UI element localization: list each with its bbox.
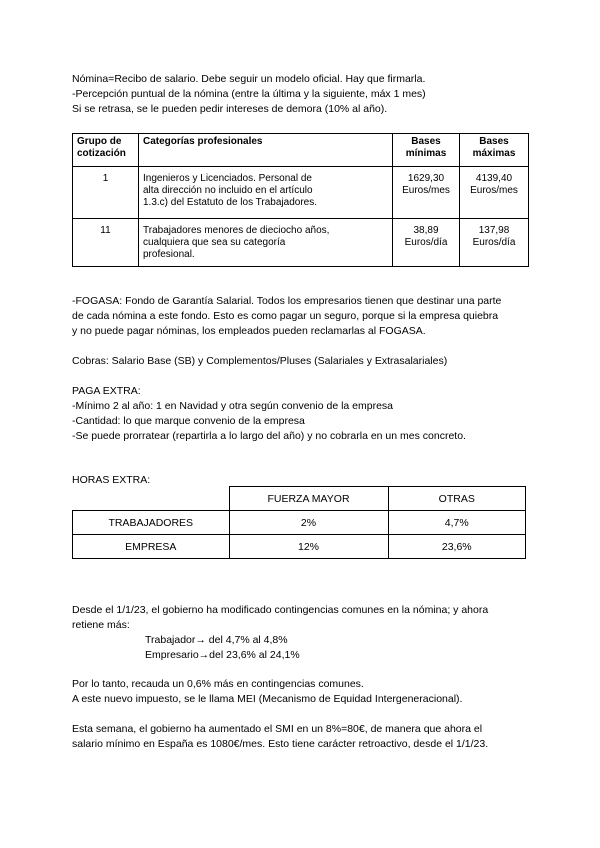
paga-extra-line: -Cantidad: lo que marque convenio de la empresa <box>72 415 305 427</box>
contingencias-item: Trabajador→ del 4,7% al 4,8% <box>145 634 288 646</box>
intro-line: Si se retrasa, se le pueden pedir intereses de demora (10% al año). <box>72 103 388 115</box>
otras-header: OTRAS <box>388 487 526 511</box>
cobras-paragraph <box>72 354 447 369</box>
contingencias-item: Empresario→del 23,6% al 24,1% <box>145 649 300 661</box>
max-header: Bases máximas <box>460 134 529 167</box>
mei-paragraph <box>72 677 462 707</box>
contingencias-line: Desde el 1/1/23, el gobierno ha modificado contingencias comunes en la nómina; y ahora <box>72 604 489 616</box>
group-header: Grupo de cotización <box>73 134 139 167</box>
table-header-row <box>73 134 529 167</box>
category-cell: Ingenieros y Licenciados. Personal de alta dirección no incluido en el artículo 1.3.c) del Estatuto de los Trabajadores. <box>139 167 393 219</box>
contingencias-line: retiene más: <box>72 619 130 631</box>
paga-extra-title: PAGA EXTRA: <box>72 385 141 397</box>
mei-line: A este nuevo impuesto, se le llama MEI (Mecanismo de Equidad Intergeneracional). <box>72 693 463 705</box>
otras-cell: 4,7% <box>388 511 526 535</box>
min-cell: 1629,30 Euros/mes <box>393 167 460 219</box>
table-row <box>73 167 529 219</box>
horas-extra-table <box>72 486 526 559</box>
paga-extra-section <box>72 384 466 444</box>
otras-cell: 23,6% <box>388 535 526 559</box>
group-cell: 11 <box>73 219 139 267</box>
intro-paragraph <box>72 72 426 117</box>
paga-extra-line: -Mínimo 2 al año: 1 en Navidad y otra según convenio de la empresa <box>72 400 394 412</box>
smi-line: Esta semana, el gobierno ha aumentado el SMI en un 8%=80€, de manera que ahora el <box>72 723 483 735</box>
fuerza-mayor-cell: 2% <box>229 511 388 535</box>
horas-extra-title: HORAS EXTRA: <box>72 474 151 486</box>
category-cell: Trabajadores menores de dieciocho años, cualquiera que sea su categoría profesional. <box>139 219 393 267</box>
group-cell: 1 <box>73 167 139 219</box>
fuerza-mayor-header: FUERZA MAYOR <box>229 487 388 511</box>
smi-paragraph <box>72 722 488 752</box>
contingencias-paragraph <box>72 603 488 663</box>
fogasa-paragraph <box>72 294 501 339</box>
fogasa-line: de cada nómina a este fondo. Esto es como pagar un seguro, porque si la empresa quiebra <box>72 310 499 322</box>
intro-line: -Percepción puntual de la nómina (entre la última y la siguiente, máx 1 mes) <box>72 88 426 100</box>
smi-line: salario mínimo en España es 1080€/mes. Esto tiene carácter retroactivo, desde el 1/1/23. <box>72 738 489 750</box>
row-label: TRABAJADORES <box>73 511 230 535</box>
table-row <box>73 535 526 559</box>
min-cell: 38,89 Euros/día <box>393 219 460 267</box>
table-header-row <box>73 487 526 511</box>
empty-cell <box>73 487 230 511</box>
fogasa-line: y no puede pagar nóminas, los empleados pueden reclamarlas al FOGASA. <box>72 325 426 337</box>
fogasa-line: -FOGASA: Fondo de Garantía Salarial. Todos los empresarios tienen que destinar una parte <box>72 295 502 307</box>
mei-line: Por lo tanto, recauda un 0,6% más en contingencias comunes. <box>72 678 364 690</box>
table-row <box>73 511 526 535</box>
intro-line: Nómina=Recibo de salario. Debe seguir un modelo oficial. Hay que firmarla. <box>72 73 426 85</box>
paga-extra-line: -Se puede prorratear (repartirla a lo largo del año) y no cobrarla en un mes concreto. <box>72 430 466 442</box>
category-header: Categorías profesionales <box>139 134 393 167</box>
fuerza-mayor-cell: 12% <box>229 535 388 559</box>
min-header: Bases mínimas <box>393 134 460 167</box>
cotizacion-table <box>72 133 529 267</box>
max-cell: 137,98 Euros/día <box>460 219 529 267</box>
table-row <box>73 219 529 267</box>
cobras-line: Cobras: Salario Base (SB) y Complementos/Pluses (Salariales y Extrasalariales) <box>72 355 448 367</box>
row-label: EMPRESA <box>73 535 230 559</box>
max-cell: 4139,40 Euros/mes <box>460 167 529 219</box>
